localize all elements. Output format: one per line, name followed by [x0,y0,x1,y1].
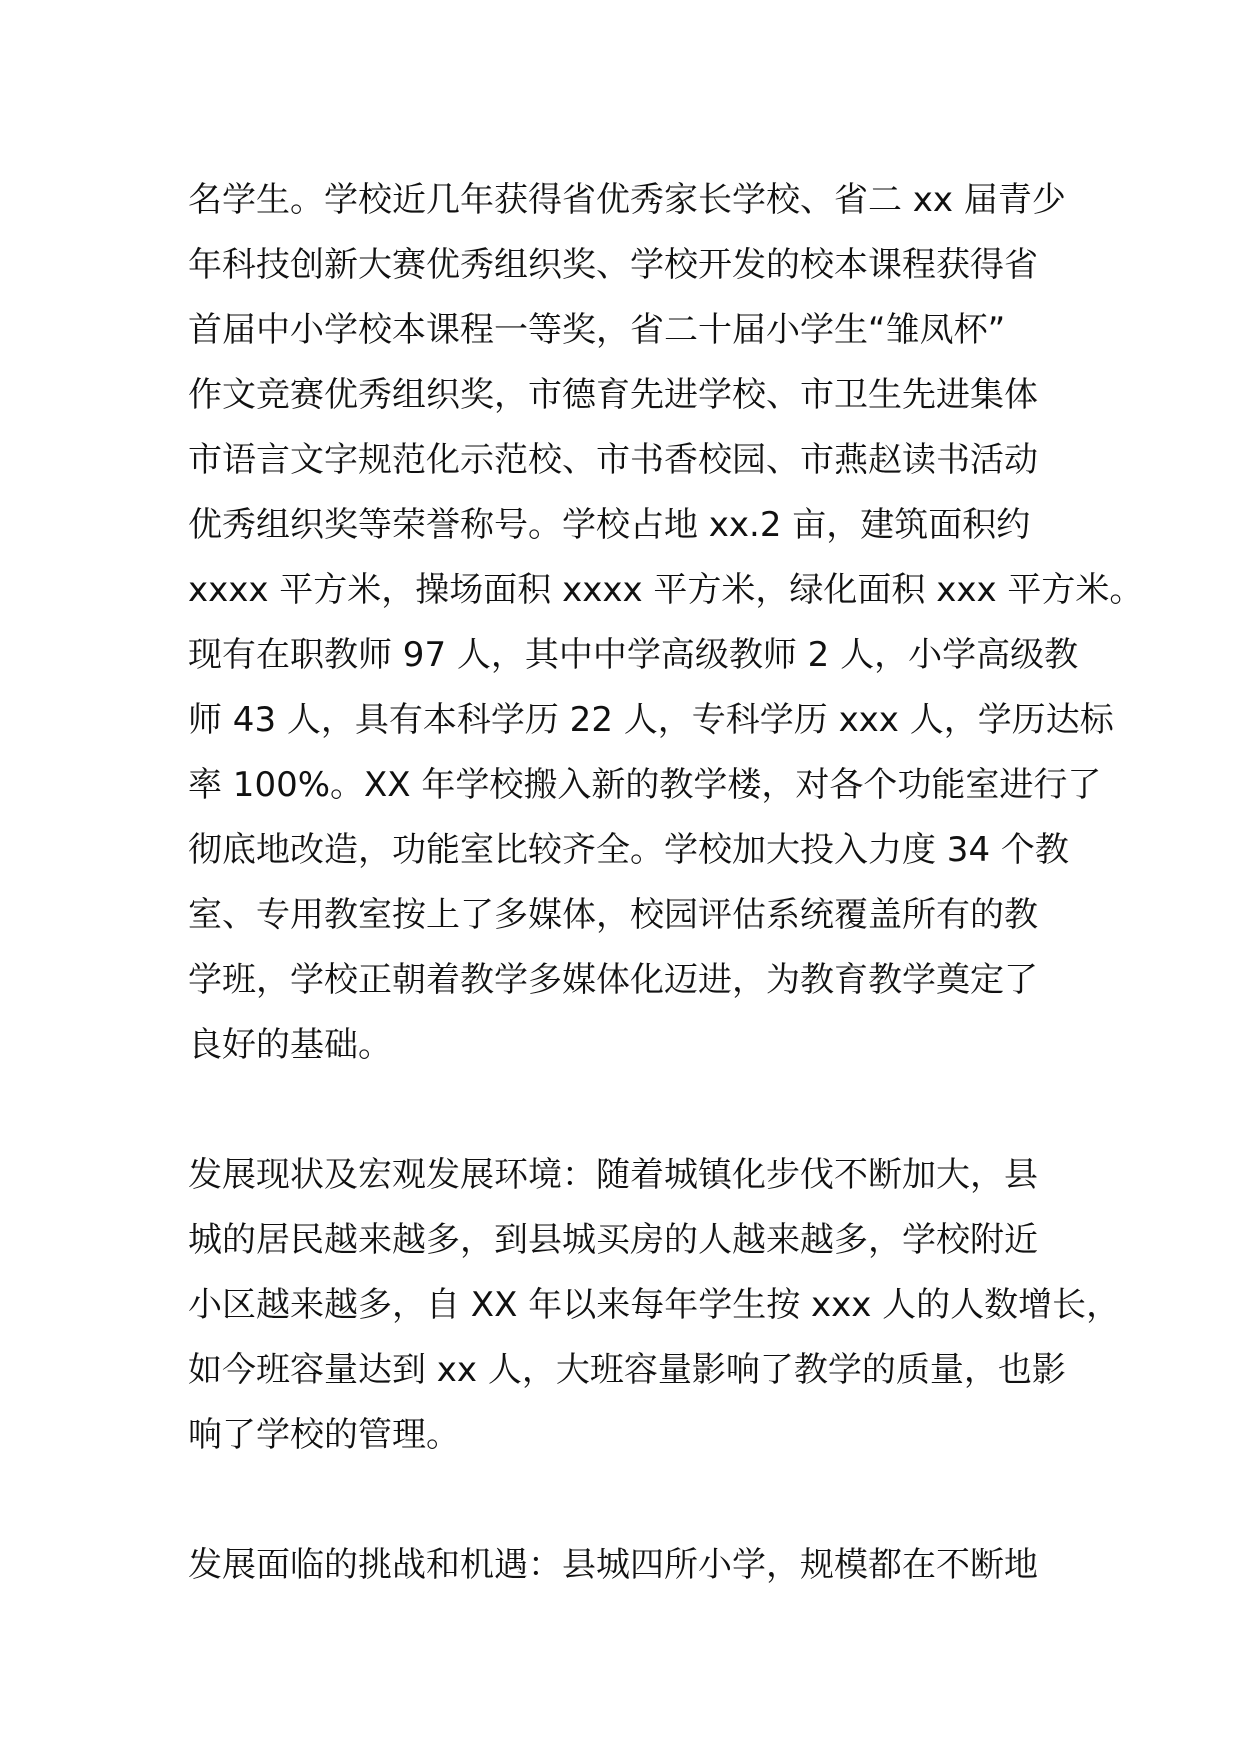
paragraph-development-status [188,1143,1121,1468]
text-line: 室、专用教室按上了多媒体，校园评估系统覆盖所有的教 [188,895,1038,935]
text-line: 小区越来越多，自 XX 年以来每年学生按 xxx 人的人数增长， [188,1285,1121,1325]
text-line: 学班，学校正朝着教学多媒体化迈进，为教育教学奠定了 [188,960,1038,1000]
text-line: 发展面临的挑战和机遇：县城四所小学，规模都在不断地 [188,1545,1038,1585]
text-line: xxxx 平方米，操场面积 xxxx 平方米，绿化面积 xxx 平方米。 [188,570,1144,610]
text-line: 名学生。学校近几年获得省优秀家长学校、省二 xx 届青少 [188,180,1066,220]
paragraph-school-overview [188,168,1144,1078]
text-line: 响了学校的管理。 [188,1415,460,1455]
text-line: 作文竞赛优秀组织奖，市德育先进学校、市卫生先进集体 [188,375,1038,415]
text-line: 师 43 人，具有本科学历 22 人，专科学历 xxx 人，学历达标 [188,700,1114,740]
text-line: 年科技创新大赛优秀组织奖、学校开发的校本课程获得省 [188,245,1038,285]
text-line: 现有在职教师 97 人，其中中学高级教师 2 人，小学高级教 [188,635,1079,675]
paragraph-challenges [188,1533,1078,1598]
text-line: 率 100%。XX 年学校搬入新的教学楼，对各个功能室进行了 [188,765,1102,805]
text-line: 市语言文字规范化示范校、市书香校园、市燕赵读书活动 [188,440,1038,480]
paragraph-spacer [188,1468,1078,1533]
text-line: 发展现状及宏观发展环境：随着城镇化步伐不断加大，县 [188,1155,1038,1195]
text-line: 彻底地改造，功能室比较齐全。学校加大投入力度 34 个教 [188,830,1069,870]
text-line: 良好的基础。 [188,1025,392,1065]
text-line: 如今班容量达到 xx 人，大班容量影响了教学的质量，也影 [188,1350,1066,1390]
text-line: 城的居民越来越多，到县城买房的人越来越多，学校附近 [188,1220,1038,1260]
paragraph-spacer [188,1078,1078,1143]
text-line: 优秀组织奖等荣誉称号。学校占地 xx.2 亩，建筑面积约 [188,505,1031,545]
document-body [188,168,1144,1598]
text-line: 首届中小学校本课程一等奖，省二十届小学生“雏凤杯” [188,310,1006,350]
